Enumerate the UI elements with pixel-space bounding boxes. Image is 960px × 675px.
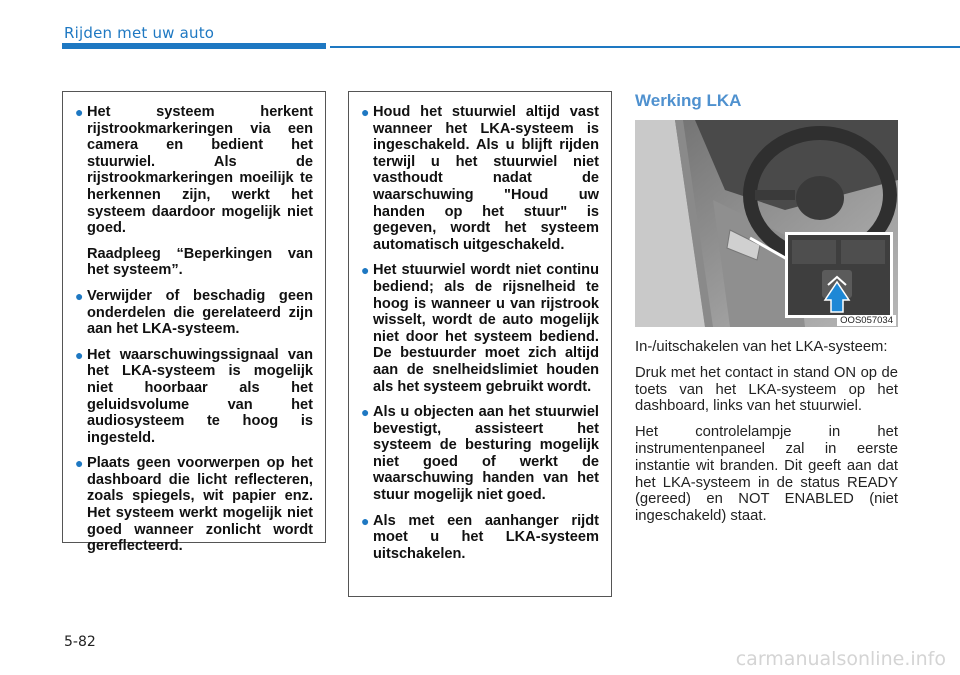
list-item xyxy=(75,104,313,279)
bullet-icon: ● xyxy=(361,404,370,421)
list-item xyxy=(75,455,313,555)
list-item xyxy=(361,262,599,395)
bullet-icon: ● xyxy=(75,104,84,120)
dashboard-photo xyxy=(635,120,898,327)
description-paragraphs xyxy=(635,339,898,525)
paragraph: In-/uitschakelen van het LKA-systeem: xyxy=(635,339,888,355)
header-rule-thick xyxy=(62,43,326,49)
list-item-text: Als met een aanhanger rijdt moet u het LKA-systeem uitschakelen. xyxy=(373,512,599,562)
paragraph: Het controlelampje in het instrumentenpaneel zal in eerste instantie wit branden. Dit geeft aan dat het LKA-systeem in de status READY (gereed) en NOT ENABLED (niet ingeschakeld) staat. xyxy=(635,424,898,525)
section-title: Rijden met uw auto xyxy=(64,24,215,42)
bullet-icon: ● xyxy=(361,262,370,279)
bullet-icon: ● xyxy=(75,455,84,472)
list-item xyxy=(361,104,599,253)
header-rule-thin xyxy=(330,46,960,48)
dashboard-illustration xyxy=(635,120,898,327)
watermark: carmanualsonline.info xyxy=(735,648,946,670)
right-column xyxy=(635,91,898,534)
list-item-text: Houd het stuurwiel altijd vast wanneer het LKA-systeem is ingeschakeld. Als u blijft rijden terwijl u het stuurwiel niet vasthoudt nadat de waarschuwing "Houd uw handen op het stuur" is gegeven, wordt het systeem automatisch uitgeschakeld. xyxy=(373,104,599,253)
list-item xyxy=(75,288,313,338)
list-item-text: Als u objecten aan het stuurwiel bevestigt, assisteert het systeem de besturing mogelijk niet goed of werkt de waarschuwing handen van het stuur mogelijk niet goed. xyxy=(373,404,599,504)
list-item-text: Het systeem herkent rijstrookmarkeringen via een camera en bedient het stuurwiel. Als de rijstrookmarkeringen moeilijk te herkennen zijn, werkt het systeem daardoor mogelijk niet goed. xyxy=(87,104,313,237)
list-item-text: Plaats geen voorwerpen op het dashboard die licht reflecteren, zoals spiegels, wit papier enz. Het systeem werkt mogelijk niet goed wanneer zonlicht wordt gereflecteerd. xyxy=(87,455,313,555)
caution-list-left xyxy=(75,104,313,555)
list-item-text: Het stuurwiel wordt niet continu bediend; als de rijsnelheid te hoog is wanneer u van rijstrook wisselt, wordt de auto mogelijk niet door het systeem bediend. De bestuurder moet zich altijd aan de snelheidslimiet houden als het systeem gebruikt wordt. xyxy=(373,262,599,395)
paragraph: Druk met het contact in stand ON op de toets van het LKA-systeem op het dashboard, links van het stuurwiel. xyxy=(635,364,898,415)
list-item-subtext: Raadpleeg “Beperkingen van het systeem”. xyxy=(87,245,313,279)
list-item xyxy=(75,347,313,447)
bullet-icon: ● xyxy=(75,346,84,363)
caution-box-left xyxy=(62,91,326,555)
bullet-icon: ● xyxy=(361,104,370,120)
caution-list-middle xyxy=(361,104,599,562)
bullet-icon: ● xyxy=(75,287,84,304)
section-heading: Werking LKA xyxy=(635,91,742,110)
list-item xyxy=(361,404,599,504)
caution-box-middle xyxy=(348,91,612,597)
list-item-text: Het waarschuwingssignaal van het LKA-systeem is mogelijk niet hoorbaar als het geluidsvolume van het audiosysteem te hoog is ingesteld. xyxy=(87,346,313,446)
page-number: 5-82 xyxy=(64,634,96,650)
list-item xyxy=(361,513,599,563)
bullet-icon: ● xyxy=(361,512,370,529)
photo-code: OOS057034 xyxy=(837,315,896,326)
list-item-text: Verwijder of beschadig geen onderdelen die gerelateerd zijn aan het LKA-systeem. xyxy=(87,287,313,338)
